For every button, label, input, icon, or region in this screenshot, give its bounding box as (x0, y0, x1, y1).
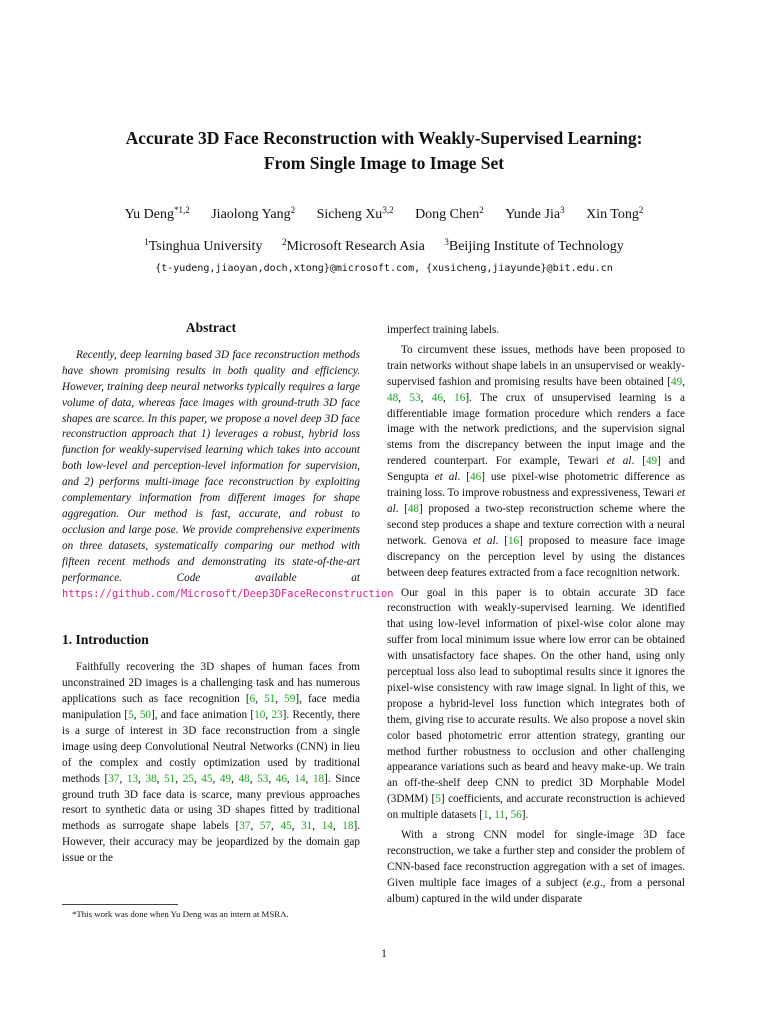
section-heading-introduction: 1. Introduction (62, 632, 149, 648)
citation-link[interactable]: 59 (284, 693, 296, 706)
right-paragraph: imperfect training labels. (387, 324, 500, 336)
title-line-1: Accurate 3D Face Reconstruction with Weakly-Supervised Learning: (125, 128, 643, 148)
italic-text: et al (387, 487, 685, 515)
italic-text: et al (434, 471, 458, 484)
affiliation: $^1$Tsinghua University (144, 237, 263, 254)
citation-link[interactable]: 56 (510, 809, 522, 822)
author: Dong Chen$^2$ (415, 205, 484, 222)
citation-link[interactable]: 50 (139, 709, 152, 722)
citation-link[interactable]: 14 (294, 772, 306, 785)
citation-link[interactable]: 48 (407, 502, 420, 515)
citation-link[interactable]: 5 (128, 709, 134, 722)
citation-link[interactable]: 16 (507, 534, 520, 547)
citation-link[interactable]: 49 (645, 455, 658, 468)
title-line-2: From Single Image to Image Set (263, 153, 505, 173)
citation-link[interactable]: 14 (321, 820, 333, 833)
citation-link[interactable]: 23 (271, 709, 283, 722)
italic-text: et al (472, 534, 496, 547)
paper-title (0, 126, 768, 176)
intro-paragraph: Faithfully recovering the 3D shapes of human faces from unconstrained 2D images is a challenging task and has numerous applications such as face recognition [6, 51, 59], face media manipulation [5, 50], and face animation [10, 23]. Recently, there is a surge of interest in 3D face reconstruction from a single image using deep Convolutional Neutral Networks (CNN) in lieu of the complex and costly optimization used by traditional methods [37, 13, 38, 51, 25, 45, 49, 48, 53, 46, 14, 18]. Since ground truth 3D face data is scarce, many previous approaches resort to synthetic data or using 3D shapes fitted by traditional methods as surrogate shape labels [37, 57, 45, 31, 14, 18]. However, their accuracy may be jeopardized by the domain gap issue or the (62, 661, 361, 865)
author: Jiaolong Yang$^2$ (211, 205, 296, 222)
citation-link[interactable]: 38 (145, 772, 157, 785)
author: Xin Tong$^2$ (586, 205, 644, 222)
citation-link[interactable]: 1 (483, 809, 489, 822)
italic-text: et al (606, 455, 632, 468)
page-number: 1 (381, 948, 387, 960)
footnote: *This work was done when Yu Deng was an intern at MSRA. (72, 909, 289, 919)
author: Yunde Jia$^3$ (505, 205, 565, 222)
abstract-text: Recently, deep learning based 3D face reconstruction methods have shown promising results in both quality and efficiency. However, training deep neural networks typically requires a large volume of data, whereas face images with ground-truth 3D face shapes are scarce. In this paper, we propose a novel deep 3D face reconstruction approach that 1) leverages a robust, hybrid loss function for weakly-supervised learning which takes into account both low-level and perception-level information for supervision, and 2) performs multi-image face reconstruction by exploiting complementary information from different images for shape aggregation. Our method is fast, accurate, and robust to occlusion and large pose. We provide comprehensive experiments on three datasets, systematically comparing our method with fifteen recent methods and demonstrating its state-of-the-art performance. Code available at (62, 348, 360, 584)
citation-link[interactable]: 5 (435, 793, 441, 806)
affiliation: $^2$Microsoft Research Asia (281, 237, 425, 254)
author-list (0, 207, 768, 223)
right-paragraph: Our goal in this paper is to obtain accurate 3D face reconstruction with weakly-supervised learning. We identified that using low-level information of pixel-wise color alone may suffer from local minimum issue where low error can be obtained with unsatisfactory face shapes. On the other hand, using only perceptual loss also lead to suboptimal results since it ignores the pixel-wise consistency with raw image signal. In light of this, we propose a hybrid-level loss function which integrates both of them, giving rise to accurate results. We also propose a novel skin color based photometric error attention strategy, granting our method further robustness to occlusion and other challenging appearance variations such as beard and heavy make-up. We train an off-the-shelf deep CNN to predict 3D Morphable Model (3DMM) [5] coefficients, and accurate reconstruction is achieved on multiple datasets [1, 11, 56]. (387, 586, 685, 822)
italic-text: e.g (586, 876, 600, 889)
citation-link[interactable]: 53 (409, 391, 421, 404)
affiliation: $^3$Beijing Institute of Technology (444, 237, 624, 254)
citation-link[interactable]: 51 (164, 772, 176, 785)
citation-link[interactable]: 25 (182, 772, 194, 785)
citation-link[interactable]: 51 (264, 693, 276, 706)
citation-link[interactable]: 18 (312, 772, 325, 785)
author-emails: {t-yudeng,jiaoyan,doch,xtong}@microsoft.com, {xusicheng,jiayunde}@bit.edu.cn (155, 263, 613, 274)
citation-link[interactable]: 49 (671, 375, 683, 388)
citation-link[interactable]: 45 (201, 772, 213, 785)
right-paragraph: With a strong CNN model for single-image 3D face reconstruction, we take a further step and consider the problem of CNN-based face reconstruction aggregation with a set of images. Given multiple face images of a subject (e.g., from a personal album) captured in the wild under disparate (387, 829, 685, 905)
citation-link[interactable]: 16 (454, 391, 466, 404)
citation-link[interactable]: 6 (249, 693, 256, 706)
citation-link[interactable]: 49 (219, 772, 232, 785)
citation-link[interactable]: 48 (238, 772, 250, 785)
citation-link[interactable]: 10 (254, 709, 266, 722)
author: Sicheng Xu$^{3,2}$ (316, 205, 394, 222)
left-column (62, 320, 394, 867)
citation-link[interactable]: 37 (239, 820, 251, 833)
right-column (387, 323, 685, 908)
citation-link[interactable]: 46 (470, 471, 482, 484)
abstract-heading: Abstract (185, 320, 237, 335)
right-paragraph: To circumvent these issues, methods have been proposed to train networks without shape labels in an unsupervised or weakly-supervised fashion and promising results have been obtained [49, 48, 53, 46, 16]. The crux of unsupervised learning is a differentiable image formation procedure which renders a face image with the network predictions, and the supervision signal stems from the discrepancy between the input image and the rendered counterpart. For example, Tewari et al. [49] and Sengupta et al. [46] use pixel-wise photometric difference as training loss. To improve robustness and expressiveness, Tewari et al. [48] proposed a two-step reconstruction scheme where the second step produces a shape and texture correction with a neural network. Genova et al. [16] proposed to measure face image discrepancy on the perception level by using the distances between deep features extracted from a face recognition network. (387, 343, 686, 579)
citation-link[interactable]: 57 (259, 820, 272, 833)
citation-link[interactable]: 46 (431, 391, 443, 404)
citation-link[interactable]: 18 (342, 820, 354, 833)
citation-link[interactable]: 31 (301, 820, 313, 833)
citation-link[interactable]: 37 (108, 772, 120, 785)
citation-link[interactable]: 46 (275, 772, 287, 785)
footnote-rule (62, 904, 178, 905)
code-link[interactable]: https://github.com/Microsoft/Deep3DFaceReconstruction (62, 587, 394, 600)
citation-link[interactable]: 53 (257, 772, 269, 785)
author: Yu Deng$^{*1,2}$ (124, 205, 190, 222)
citation-link[interactable]: 13 (126, 772, 139, 785)
affiliation-list (0, 239, 768, 255)
citation-link[interactable]: 48 (387, 391, 399, 404)
citation-link[interactable]: 45 (280, 820, 292, 833)
citation-link[interactable]: 11 (494, 809, 505, 822)
